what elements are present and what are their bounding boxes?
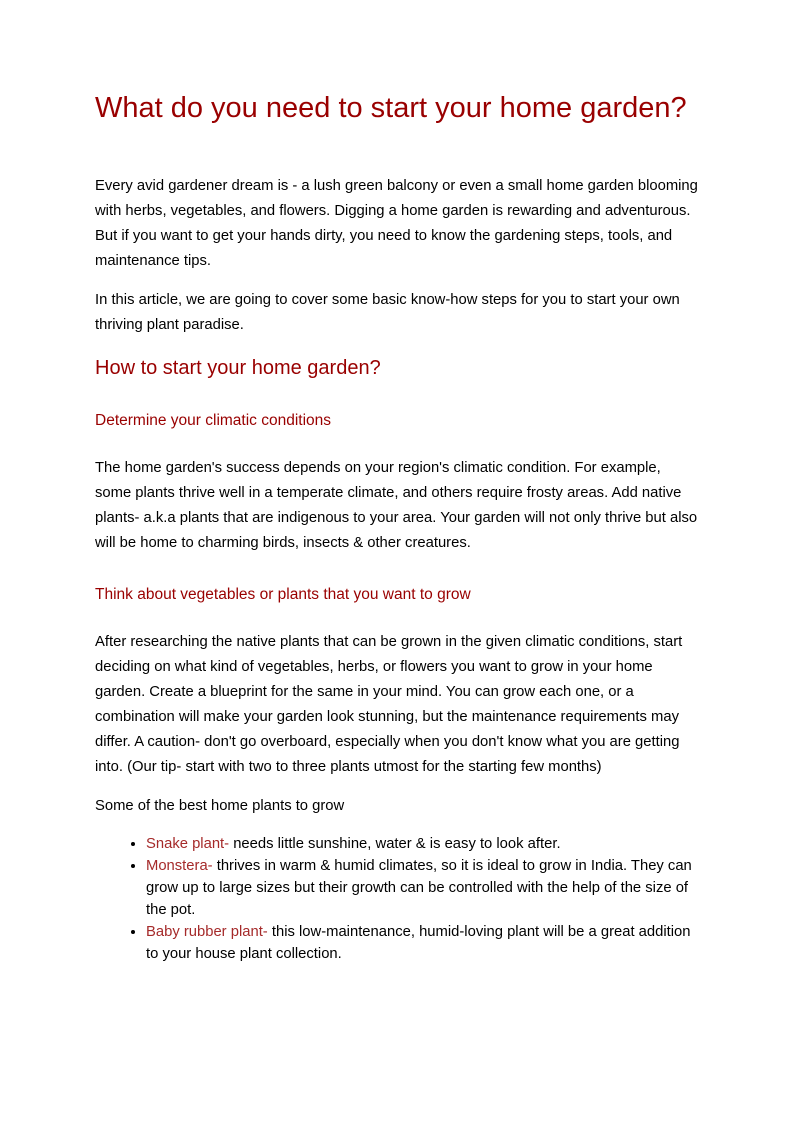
plant-description: this low-maintenance, humid-loving plant will be a great addition to your house plant collection. [146,924,691,962]
climate-paragraph: The home garden's success depends on your region's climatic condition. For example, some plants thrive well in a temperate climate, and others require frosty areas. Add native plants- a.k.a plants that are indigenous to your area. Your garden will not only thrive but also will be home to charming birds, insects & other creatures. [95,460,698,551]
plant-name: Monstera- [146,858,213,874]
plant-list [95,833,700,965]
subsection-heading-vegetables-plants: Think about vegetables or plants that you want to grow [95,586,471,603]
intro-paragraph-1: Every avid gardener dream is - a lush green balcony or even a small home garden blooming with herbs, vegetables, and flowers. Digging a home garden is rewarding and adventurous. But if you want to get your hands dirty, you need to know the gardening steps, tools, and maintenance tips. [95,178,698,269]
doc-title: What do you need to start your home garden? [95,92,687,124]
plant-name: Snake plant- [146,836,230,852]
subsection-heading-climatic-conditions: Determine your climatic conditions [95,412,332,429]
list-item-monstera [146,855,700,921]
list-item-snake-plant [146,833,700,855]
vegetables-paragraph: After researching the native plants that can be grown in the given climatic conditions, start deciding on what kind of vegetables, herbs, or flowers you want to grow in your home garden. Create a blueprint for the same in your mind. You can grow each one, or a combination will make your garden look stunning, but the maintenance requirements may differ. A caution- don't go overboard, especially when you don't know what you are getting into. (Our tip- start with two to three plants utmost for the starting few months) [95,634,683,775]
plant-name: Baby rubber plant- [146,924,268,940]
plant-description: needs little sunshine, water & is easy to look after. [229,836,561,852]
section-heading-how-to-start: How to start your home garden? [95,357,381,379]
list-item-baby-rubber-plant [146,921,700,965]
intro-paragraph-2: In this article, we are going to cover some basic know-how steps for you to start your own thriving plant paradise. [95,292,680,333]
plants-lead-paragraph: Some of the best home plants to grow [95,798,345,814]
plant-description: thrives in warm & humid climates, so it is ideal to grow in India. They can grow up to large sizes but their growth can be controlled with the help of the size of the pot. [146,858,692,918]
